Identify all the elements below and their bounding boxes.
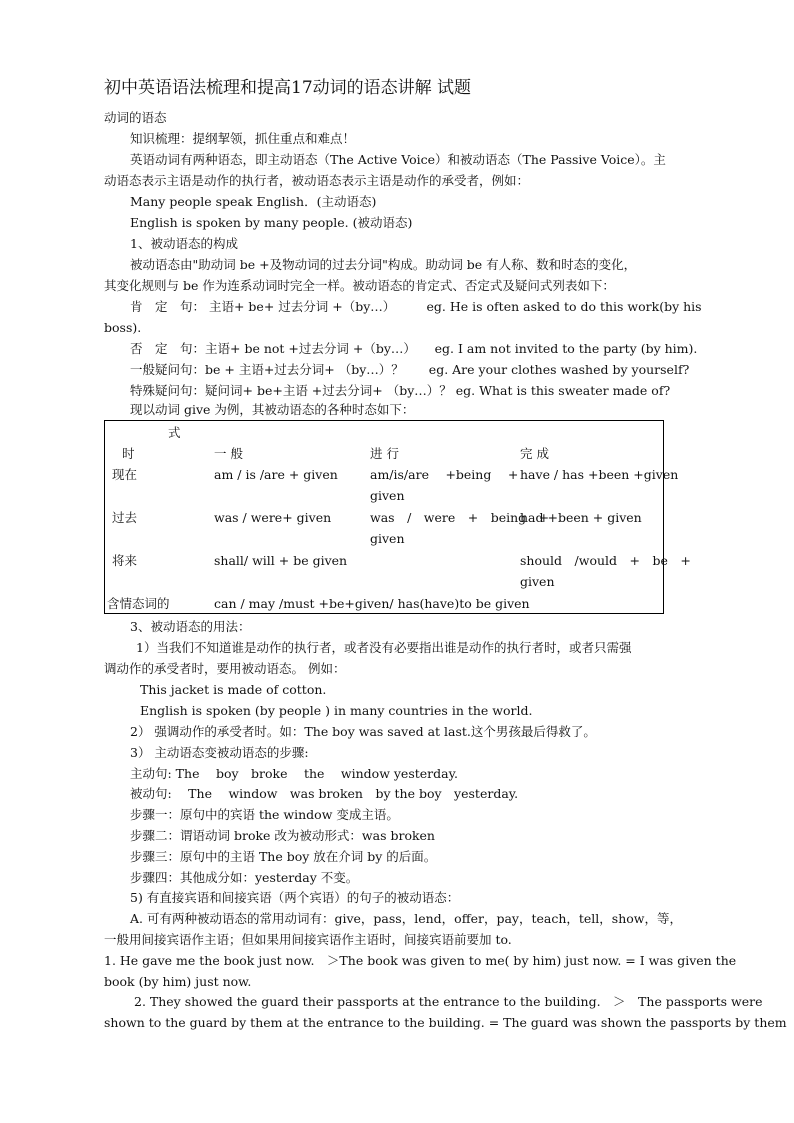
example-line: 2. They showed the guard their passports at the entrance to the building. ＞ The passports were	[134, 994, 763, 1009]
table-cell-tense: 过去	[112, 510, 138, 525]
example-line: shown to the guard by them at the entrance to the building. = The guard was shown the passports by them	[104, 1015, 787, 1030]
example-line: This jacket is made of cotton.	[140, 682, 327, 697]
paragraph-line: 1）当我们不知道谁是动作的执行者，或者没有必要指出谁是动作的执行者时，或者只需强	[136, 640, 632, 655]
paragraph-line: A. 可有两种被动语态的常用动词有：give，pass，lend，offer，pay，teach，tell，show，等，	[130, 911, 682, 926]
table-header-shi: 式	[168, 425, 181, 440]
paragraph-line: 现以动词 give 为例，其被动语态的各种时态如下：	[130, 402, 415, 417]
table-cell: given	[520, 574, 555, 589]
section-heading: 动词的语态	[104, 110, 167, 125]
subheading: 1、被动语态的构成	[130, 236, 238, 251]
table-cell-tense: 现在	[112, 467, 138, 482]
paragraph-line: 2） 强调动作的承受者时。如：The boy was saved at last.这个男孩最后得救了。	[130, 724, 596, 739]
table-cell: was / were+ given	[214, 510, 332, 525]
table-cell: given	[370, 488, 405, 503]
step-line: 步骤一：原句中的宾语 the window 变成主语。	[130, 807, 399, 822]
table-cell: should /would + be +	[520, 553, 691, 568]
table-cell: am/is/are +being +	[370, 467, 519, 482]
paragraph-line: 调动作的承受者时，要用被动语态。 例如：	[104, 661, 346, 676]
rule-line: 一般疑问句：be + 主语+过去分词+ （by…）？ eg. Are your clothes washed by yourself?	[130, 362, 690, 377]
step-line: 步骤二：谓语动词 broke 改为被动形式：was broken	[130, 828, 435, 843]
table-divider	[104, 503, 105, 505]
paragraph-line: 其变化规则与 be 作为连系动词时完全一样。被动语态的肯定式、否定式及疑问式列表如下：	[104, 278, 615, 293]
paragraph-line: 知识梳理：提纲挈领，抓住重点和难点！	[130, 131, 356, 146]
table-cell: am / is /are + given	[214, 467, 338, 482]
document-title: 初中英语语法梳理和提高17动词的语态讲解 试题	[104, 78, 472, 98]
step-line: 步骤三：原句中的主语 The boy 放在介词 by 的后面。	[130, 849, 437, 864]
example-line: English is spoken by many people. (被动语态)	[130, 215, 413, 230]
table-header-time: 时	[122, 446, 135, 461]
example-line: English is spoken (by people ) in many countries in the world.	[140, 703, 533, 718]
paragraph-line: 一般用间接宾语作主语；但如果用间接宾语作主语时，间接宾语前要加 to.	[104, 932, 512, 947]
rule-line: boss).	[104, 320, 142, 335]
table-cell-tense: 含情态词的	[107, 596, 170, 611]
table-cell: have / has +been +given	[520, 467, 679, 482]
step-line: 步骤四：其他成分如：yesterday 不变。	[130, 870, 359, 885]
table-cell: was / were + being +	[370, 510, 550, 525]
rule-line: 否 定 句：主语+ be not +过去分词 +（by…） eg. I am not invited to the party (by him).	[130, 341, 698, 356]
table-cell: can / may /must +be+given/ has(have)to be given	[214, 596, 530, 611]
table-header-perfect: 完 成	[520, 446, 549, 461]
table-cell: given	[370, 531, 405, 546]
subheading: 5) 有直接宾语和间接宾语（两个宾语）的句子的被动语态：	[130, 890, 460, 905]
paragraph-line: 被动语态由"助动词 be +及物动词的过去分词"构成。助动词 be 有人称、数和时态的变化，	[130, 257, 637, 272]
tense-table	[104, 420, 691, 614]
rule-line: 肯 定 句： 主语+ be+ 过去分词 +（by…） eg. He is often asked to do this work(by his	[130, 299, 702, 314]
example-line: 被动句: The window was broken by the boy yesterday.	[130, 786, 519, 801]
table-cell: shall/ will + be given	[214, 553, 348, 568]
subheading: 3、被动语态的用法：	[130, 619, 251, 634]
example-line: book (by him) just now.	[104, 974, 252, 989]
table-cell: had +been + given	[520, 510, 642, 525]
table-cell-tense: 将来	[112, 553, 138, 568]
table-header-general: 一 般	[214, 446, 243, 461]
paragraph-line: 英语动词有两种语态，即主动语态（The Active Voice）和被动语态（The Passive Voice）。主	[130, 152, 666, 167]
example-line: 1. He gave me the book just now. ＞The book was given to me( by him) just now. = I was given the	[104, 953, 737, 968]
example-line: Many people speak English．(主动语态)	[130, 194, 377, 209]
rule-line: 特殊疑问句：疑问词+ be+主语 +过去分词+ （by…）？ eg. What is this sweater made of?	[130, 383, 671, 398]
paragraph-line: 3） 主动语态变被动语态的步骤:	[130, 745, 309, 760]
paragraph-line: 动语态表示主语是动作的执行者，被动语态表示主语是动作的承受者，例如：	[104, 173, 530, 188]
example-line: 主动句: The boy broke the window yesterday.	[130, 766, 458, 781]
table-header-progressive: 进 行	[370, 446, 399, 461]
